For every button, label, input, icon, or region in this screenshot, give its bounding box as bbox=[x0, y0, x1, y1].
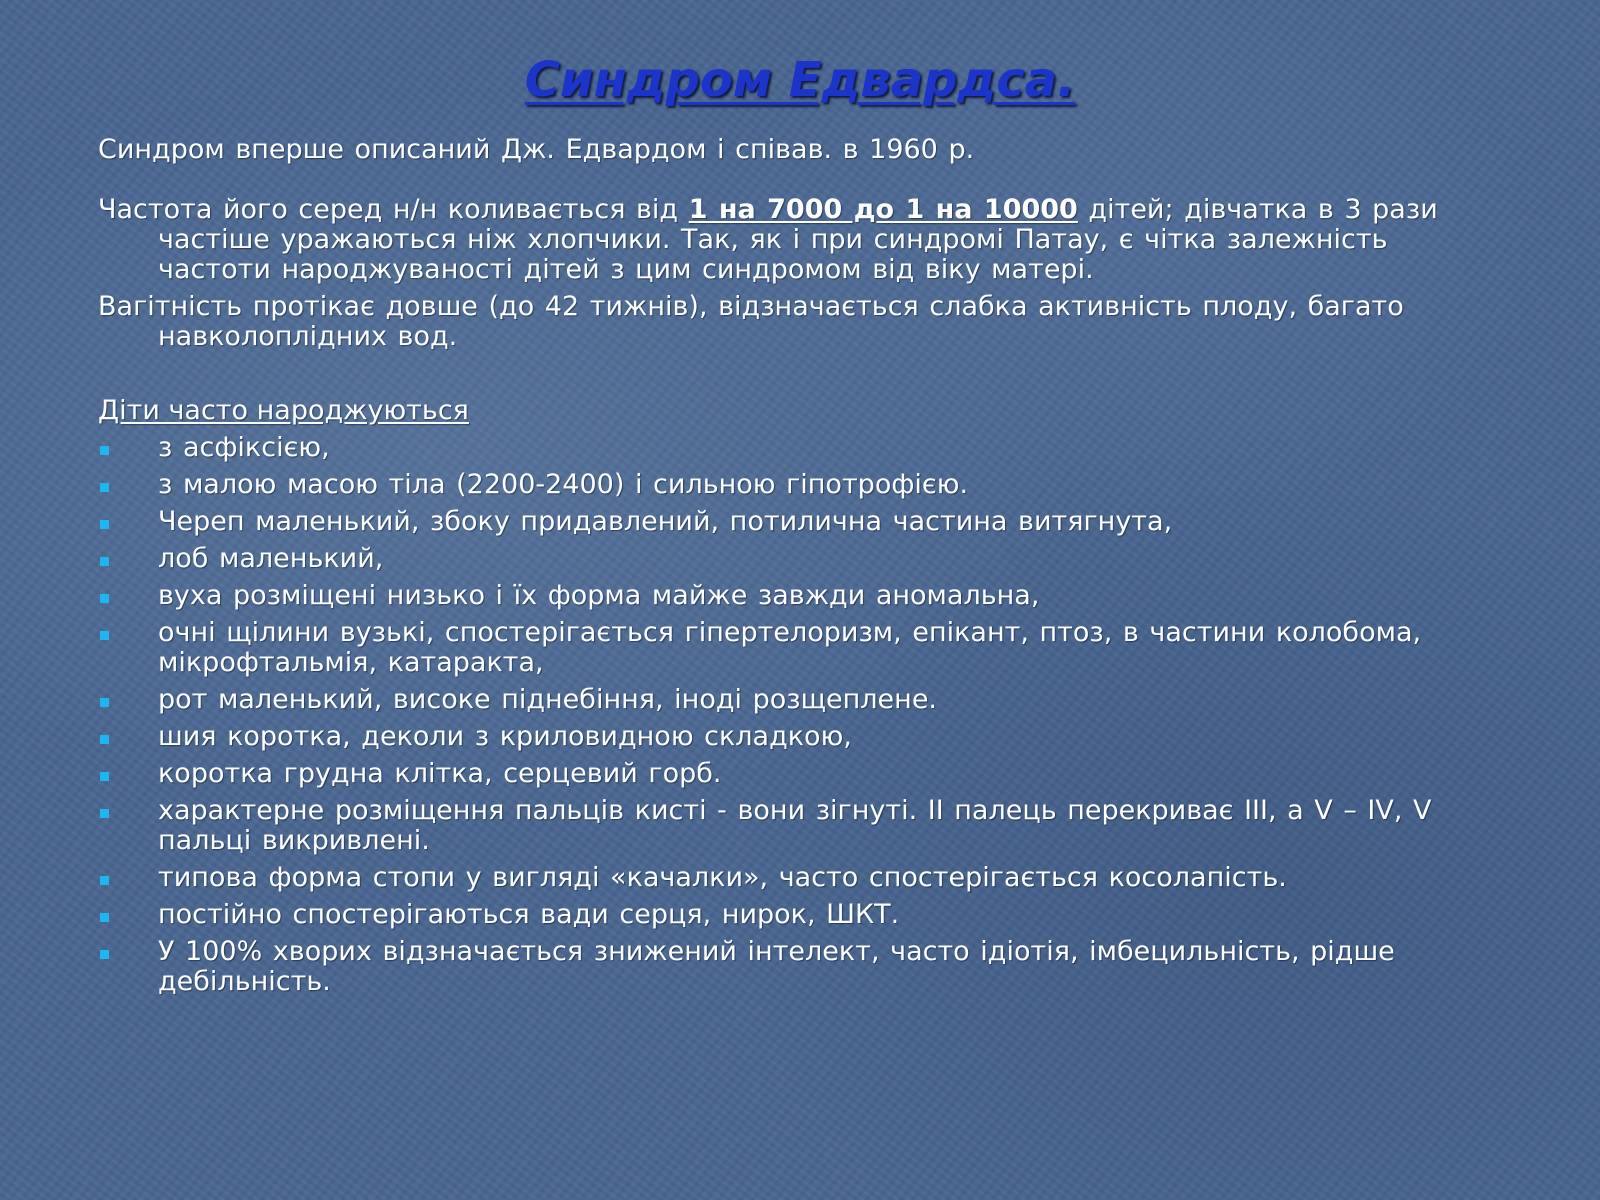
list-item-text: з асфіксією, bbox=[158, 432, 330, 463]
list-item bbox=[98, 544, 1498, 574]
list-item-text: Череп маленький, збоку придавлений, потилична частина витягнута, bbox=[158, 506, 1173, 537]
list-item bbox=[98, 863, 1498, 893]
list-item bbox=[98, 796, 1498, 856]
list-item-text: лоб маленький, bbox=[158, 543, 384, 574]
list-item-text: коротка грудна клітка, серцевий горб. bbox=[158, 758, 722, 789]
frequency-paragraph bbox=[98, 195, 1498, 285]
square-bullet-icon bbox=[100, 876, 109, 885]
list-item-text: рот маленький, високе піднебіння, іноді розщеплене. bbox=[158, 684, 938, 715]
square-bullet-icon bbox=[100, 950, 109, 959]
symptoms-subheading: Діти часто народжуються bbox=[98, 395, 469, 426]
square-bullet-icon bbox=[100, 735, 109, 744]
square-bullet-icon bbox=[100, 772, 109, 781]
spacer bbox=[98, 352, 1498, 396]
square-bullet-icon bbox=[100, 913, 109, 922]
list-item-text: з малою масою тіла (2200-2400) і сильною гіпотрофією. bbox=[158, 469, 969, 500]
square-bullet-icon bbox=[100, 557, 109, 566]
list-item-text: У 100% хворих відзначається знижений інтелект, часто ідіотія, імбецильність, рідше дебільність. bbox=[158, 936, 1395, 997]
square-bullet-icon bbox=[100, 520, 109, 529]
square-bullet-icon bbox=[100, 446, 109, 455]
slide-content bbox=[98, 135, 1498, 997]
list-item-text: вуха розміщені низько і їх форма майже завжди аномальна, bbox=[158, 580, 1040, 611]
list-item-text: типова форма стопи у вигляді «качалки», часто спостерігається косолапість. bbox=[158, 862, 1287, 893]
list-item bbox=[98, 618, 1498, 678]
square-bullet-icon bbox=[100, 631, 109, 640]
symptom-list bbox=[98, 433, 1498, 997]
list-item-text: шия коротка, деколи з криловидною складкою, bbox=[158, 721, 852, 752]
list-item bbox=[98, 937, 1498, 997]
frequency-highlight: 1 на 7000 до 1 на 10000 bbox=[688, 194, 1078, 225]
list-item bbox=[98, 900, 1498, 930]
slide-title: Синдром Едвардса. bbox=[524, 52, 1076, 108]
list-item bbox=[98, 581, 1498, 611]
square-bullet-icon bbox=[100, 698, 109, 707]
list-item bbox=[98, 685, 1498, 715]
list-item bbox=[98, 470, 1498, 500]
list-item bbox=[98, 507, 1498, 537]
list-item-text: постійно спостерігаються вади серця, нирок, ШКТ. bbox=[158, 899, 900, 930]
square-bullet-icon bbox=[100, 809, 109, 818]
list-item bbox=[98, 722, 1498, 752]
intro-paragraph: Синдром вперше описаний Дж. Едвардом і співав. в 1960 р. bbox=[98, 134, 975, 165]
frequency-text-after: дітей; дівчатка в 3 рази частіше уражаються ніж хлопчики. Так, як і при синдромі Патау, є чітка залежність частоти народжуваності дітей з цим синдромом від віку матері. bbox=[158, 194, 1438, 285]
list-item-text: характерне розміщення пальців кисті - вони зігнуті. II палець перекриває III, а V – IV, V пальці викривлені. bbox=[158, 795, 1432, 856]
square-bullet-icon bbox=[100, 483, 109, 492]
frequency-text-before: Частота його серед н/н коливається від bbox=[98, 194, 689, 225]
spacer bbox=[98, 165, 1498, 195]
square-bullet-icon bbox=[100, 594, 109, 603]
list-item-text: очні щілини вузькі, спостерігається гіпертелоризм, епікант, птоз, в частини колобома, мікрофтальмія, катаракта, bbox=[158, 617, 1422, 678]
list-item bbox=[98, 759, 1498, 789]
pregnancy-paragraph: Вагітність протікає довше (до 42 тижнів), відзначається слабка активність плоду, багато навколоплідних вод. bbox=[98, 291, 1404, 352]
list-item bbox=[98, 433, 1498, 463]
